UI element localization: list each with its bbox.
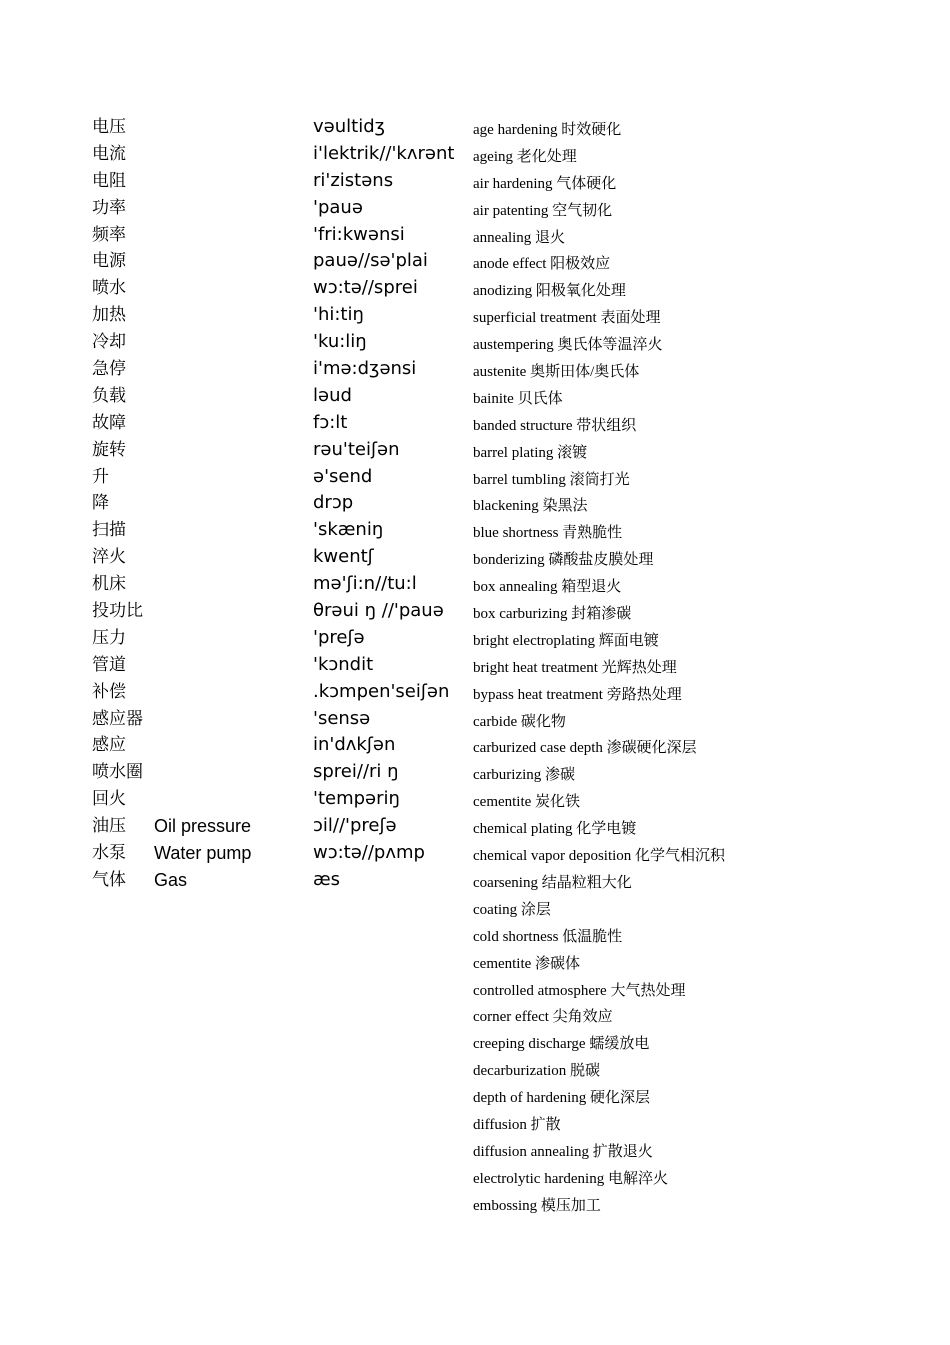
chinese-term: 旋转 [92,439,126,460]
chinese-term: 气体 [92,869,126,890]
phonetic-transcription: ləud [313,384,352,406]
vocab-row [92,464,467,491]
vocab-row [92,571,467,598]
term-entry: blackening 染黑法 [473,498,588,515]
term-entry: chemical plating 化学电镀 [473,821,637,838]
chinese-term: 机床 [92,574,126,595]
term-entry: cementite 炭化铁 [473,794,581,811]
term-entry: box annealing 箱型退火 [473,579,622,596]
phonetic-transcription: ɔil//'preʃə [313,815,397,837]
term-entry: carbide 碳化物 [473,713,566,730]
vocab-row [92,813,467,840]
phonetic-transcription: i'lektrik//'kʌrənt [313,142,455,164]
term-entry: age hardening 时效硬化 [473,122,622,138]
phonetic-transcription: θrəui ŋ //'pauə [313,600,444,622]
phonetic-transcription: 'ku:liŋ [313,331,367,353]
term-entry: banded structure 带状组织 [473,417,637,434]
term-entry: electrolytic hardening 电解淬火 [473,1170,668,1187]
term-entry: controlled atmosphere 大气热处理 [473,982,686,999]
term-entry: bright heat treatment 光辉热处理 [473,659,677,676]
chinese-term: 升 [92,466,109,487]
vocab-row [92,114,467,141]
term-entry: creeping discharge 蠕缓放电 [473,1036,650,1053]
heat-treatment-term-list [473,117,933,1220]
vocab-row [92,840,467,867]
chinese-term: 功率 [92,197,126,218]
term-entry: carburizing 渗碳 [473,767,576,784]
vocab-row [92,302,467,329]
chinese-term: 电源 [92,251,126,272]
term-entry: embossing 模压加工 [473,1197,601,1214]
term-entry: anodizing 阳极氧化处理 [473,283,626,300]
english-term: Water pump [154,843,252,864]
term-entry: air patenting 空气韧化 [473,202,613,219]
phonetic-transcription: pauə//sə'plai [313,250,428,272]
vocab-row [92,625,467,652]
term-entry: chemical vapor deposition 化学气相沉积 [473,848,726,865]
chinese-term: 电阻 [92,170,126,191]
chinese-term: 水泵 [92,843,126,864]
phonetic-transcription: i'mə:dʒənsi [313,358,417,380]
phonetic-transcription: 'skæniŋ [313,519,384,541]
chinese-term: 感应器 [92,708,143,729]
chinese-term: 电压 [92,117,126,137]
vocab-row [92,383,467,410]
chinese-term: 加热 [92,305,126,326]
vocab-row [92,141,467,168]
term-entry: barrel tumbling 滚筒打光 [473,471,630,488]
chinese-term: 油压 [92,816,126,837]
phonetic-transcription: 'fri:kwənsi [313,223,405,245]
term-entry: austempering 奥氏体等温淬火 [473,337,663,354]
term-entry: coarsening 结晶粒粗大化 [473,874,632,891]
vocab-row [92,652,467,679]
phonetic-transcription: in'dʌkʃən [313,734,396,756]
phonetic-transcription: vəultidʒ [313,116,386,137]
term-entry: diffusion annealing 扩散退火 [473,1143,653,1160]
chinese-term: 降 [92,493,109,514]
term-entry: ageing 老化处理 [473,148,577,165]
vocabulary-table [92,114,467,894]
chinese-term: 管道 [92,654,126,675]
chinese-term: 淬火 [92,547,126,568]
phonetic-transcription: 'tempəriŋ [313,788,400,810]
phonetic-transcription: wɔ:tə//sprei [313,277,418,299]
phonetic-transcription: ri'zistəns [313,169,394,191]
chinese-term: 故障 [92,412,126,433]
phonetic-transcription: kwentʃ [313,546,374,568]
term-entry: austenite 奥斯田体/奥氏体 [473,364,640,381]
chinese-term: 喷水 [92,278,126,299]
vocab-row [92,410,467,437]
chinese-term: 冷却 [92,332,126,353]
phonetic-transcription: drɔp [313,492,354,514]
term-entry: air hardening 气体硬化 [473,175,617,192]
chinese-term: 电流 [92,143,126,164]
term-entry: depth of hardening 硬化深层 [473,1090,651,1107]
vocab-row [92,356,467,383]
vocab-row [92,490,467,517]
vocab-row [92,329,467,356]
term-entry: cementite 渗碳体 [473,955,581,972]
term-entry: bonderizing 磷酸盐皮膜处理 [473,552,654,569]
phonetic-transcription: mə'ʃi:n//tu:l [313,573,417,595]
term-entry: bypass heat treatment 旁路热处理 [473,686,682,703]
chinese-term: 感应 [92,735,126,756]
phonetic-transcription: ə'send [313,465,373,487]
term-entry: barrel plating 滚镀 [473,444,588,461]
term-entry: carburized case depth 渗碳硬化深层 [473,740,697,757]
english-term: Gas [154,869,188,890]
vocab-row [92,544,467,571]
vocab-row [92,598,467,625]
phonetic-transcription: 'pauə [313,196,363,218]
term-entry: blue shortness 青熟脆性 [473,525,623,542]
term-entry: diffusion 扩散 [473,1116,561,1133]
chinese-term: 喷水圈 [92,762,143,783]
phonetic-transcription: wɔ:tə//pʌmp [313,842,425,864]
term-entry: annealing 退火 [473,229,566,246]
term-entry: bright electroplating 辉面电镀 [473,632,659,649]
english-term: Oil pressure [154,816,252,837]
vocab-row [92,732,467,759]
term-entry: superficial treatment 表面处理 [473,310,661,327]
phonetic-transcription: fɔ:lt [313,411,348,433]
vocab-row [92,437,467,464]
term-entry: decarburization 脱碳 [473,1063,601,1080]
phonetic-transcription: rəu'teiʃən [313,438,400,460]
vocab-row [92,248,467,275]
term-entry: coating 涂层 [473,901,551,918]
phonetic-transcription: 'preʃə [313,626,365,648]
chinese-term: 投功比 [92,601,143,622]
chinese-term: 补偿 [92,681,126,702]
term-entry: box carburizing 封箱渗碳 [473,606,632,623]
chinese-term: 回火 [92,789,126,810]
vocab-row [92,275,467,302]
vocab-row [92,195,467,222]
term-entry: cold shortness 低温脆性 [473,928,623,945]
vocab-row [92,679,467,706]
phonetic-transcription: 'hi:tiŋ [313,304,364,326]
vocab-row [92,706,467,733]
phonetic-transcription: æs [313,868,341,890]
chinese-term: 急停 [92,359,126,380]
chinese-term: 负载 [92,385,126,406]
chinese-term: 压力 [92,627,126,648]
chinese-term: 频率 [92,224,126,245]
vocab-row [92,517,467,544]
chinese-term: 扫描 [92,520,126,541]
phonetic-transcription: 'sensə [313,707,371,729]
vocab-row [92,759,467,786]
term-entry: anode effect 阳极效应 [473,256,611,273]
vocab-row [92,786,467,813]
vocab-row [92,222,467,249]
vocab-row [92,867,467,894]
term-entry: bainite 贝氏体 [473,390,563,407]
phonetic-transcription: .kɔmpen'seiʃən [313,680,450,702]
term-entry: corner effect 尖角效应 [473,1009,613,1026]
phonetic-transcription: 'kɔndit [313,653,374,675]
vocab-row [92,168,467,195]
phonetic-transcription: sprei//ri ŋ [313,761,399,783]
